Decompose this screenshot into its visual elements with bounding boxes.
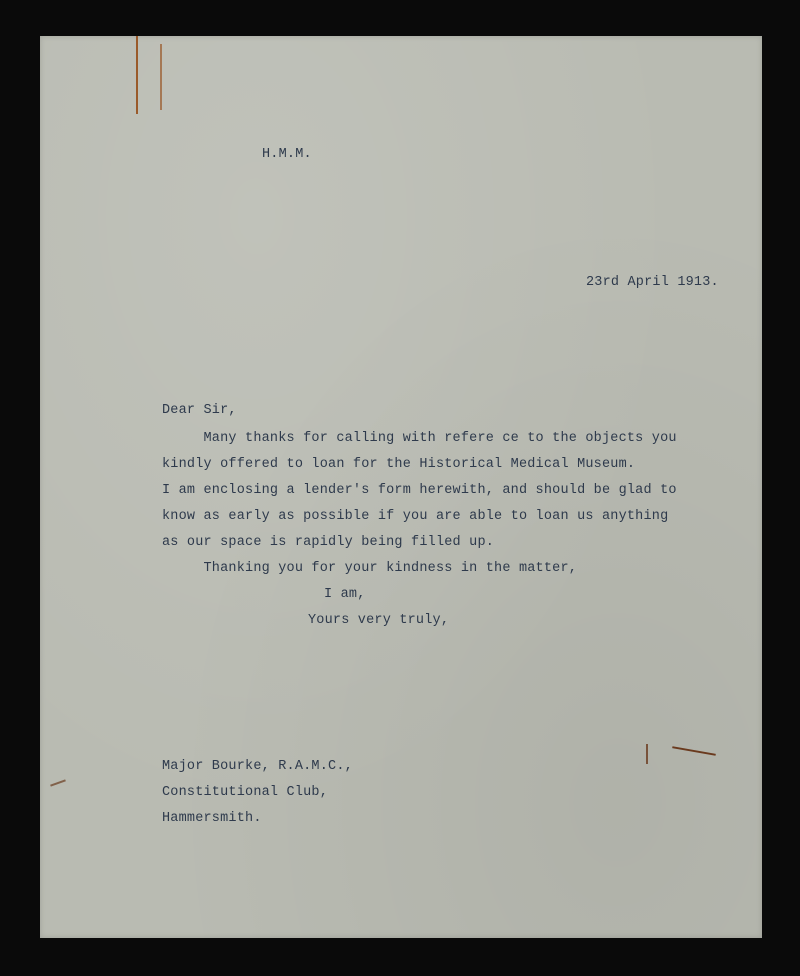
body-line: know as early as possible if you are able to loan us anything: [162, 509, 669, 524]
letter-date: 23rd April 1913.: [586, 275, 719, 290]
address-line: Constitutional Club,: [162, 785, 329, 800]
body-line: Thanking you for your kindness in the matter,: [162, 561, 578, 576]
closing-line: I am,: [324, 587, 366, 602]
body-line: kindly offered to loan for the Historical Medical Museum.: [162, 457, 636, 472]
address-line: Major Bourke, R.A.M.C.,: [162, 759, 353, 774]
closing-line: Yours very truly,: [308, 613, 450, 628]
letter-paper: [40, 36, 762, 938]
body-line: I am enclosing a lender's form herewith, and should be glad to: [162, 483, 677, 498]
stain-mark: [646, 744, 648, 764]
letter-header: H.M.M.: [262, 147, 312, 162]
stain-mark: [672, 746, 716, 756]
stain-mark: [50, 779, 66, 786]
rust-mark: [136, 36, 138, 114]
body-line: as our space is rapidly being filled up.: [162, 535, 495, 550]
rust-mark: [160, 44, 162, 110]
salutation: Dear Sir,: [162, 403, 237, 418]
body-line: Many thanks for calling with refere ce to the objects you: [162, 431, 677, 446]
address-line: Hammersmith.: [162, 811, 262, 826]
